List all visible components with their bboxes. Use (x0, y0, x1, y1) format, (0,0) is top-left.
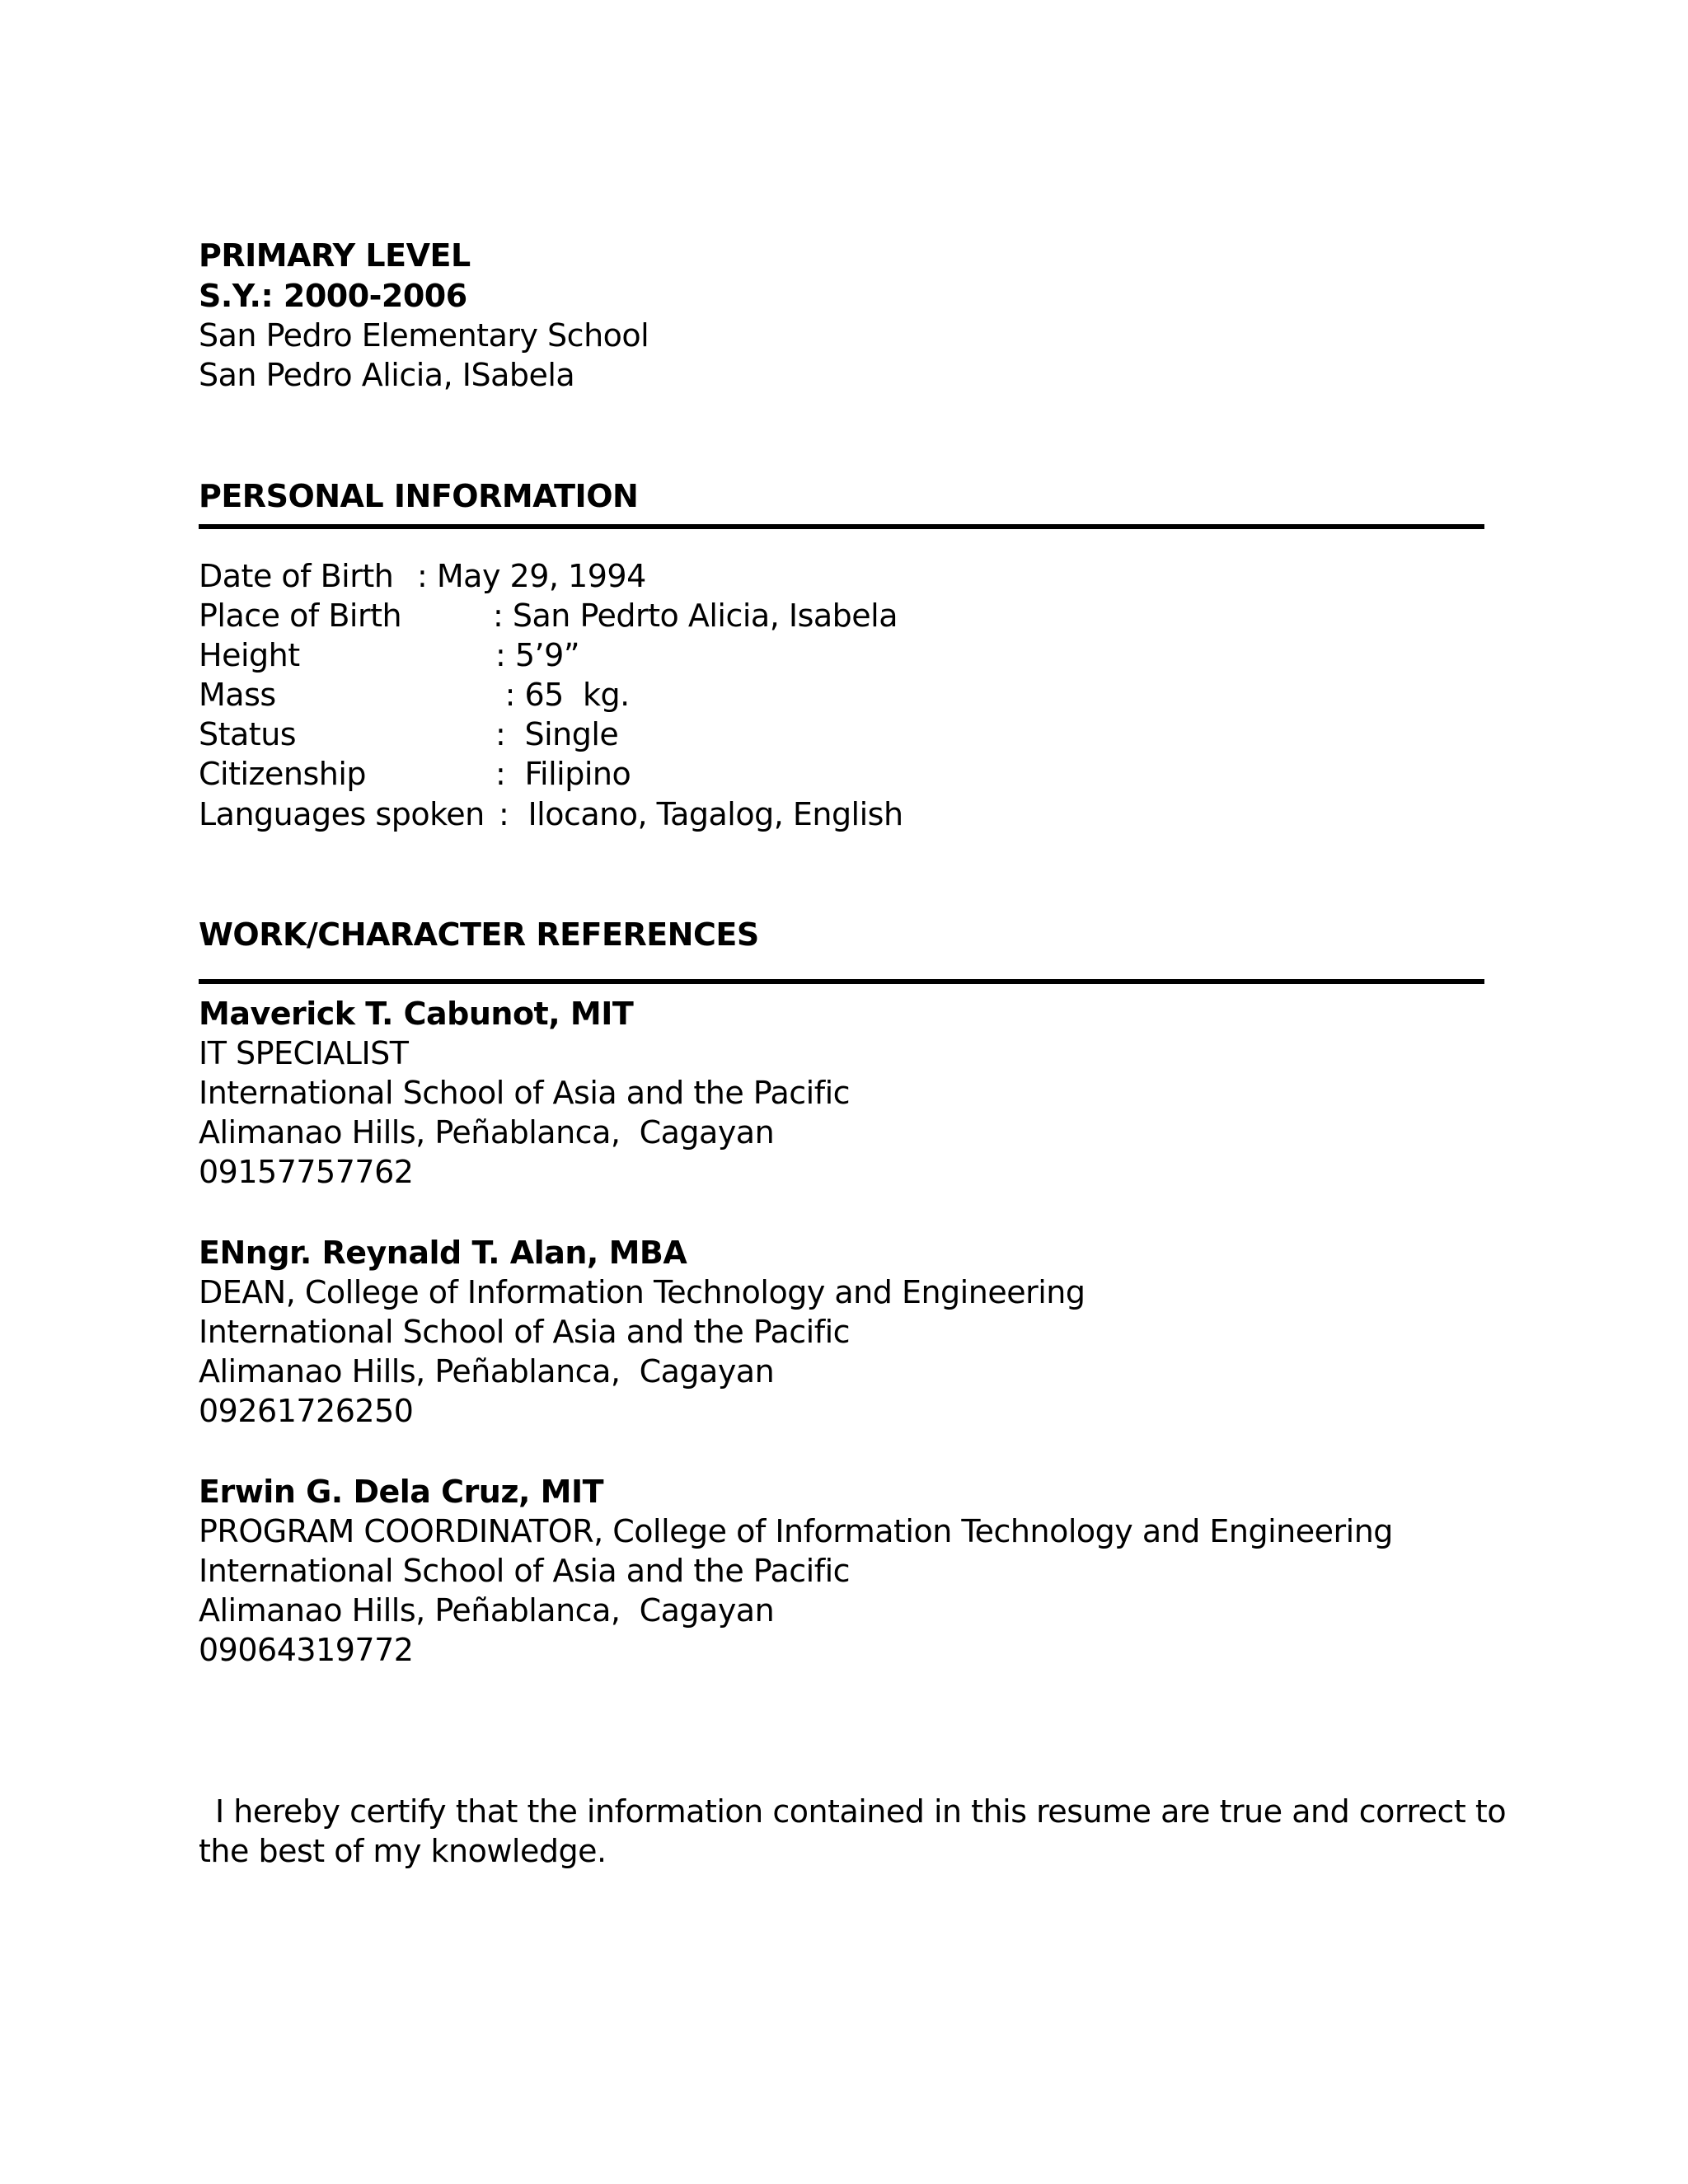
reference-2-phone: 09261726250 (199, 1393, 414, 1429)
reference-3-phone: 09064319772 (199, 1632, 414, 1668)
mass-value: : 65 kg. (495, 677, 630, 713)
height-value: : 5’9” (495, 637, 580, 673)
primary-school-year: S.Y.: 2000-2006 (199, 278, 467, 314)
references-divider (199, 979, 1484, 984)
reference-3-name: Erwin G. Dela Cruz, MIT (199, 1474, 604, 1510)
resume-page (199, 0, 1507, 2184)
birthplace-value: : San Pedrto Alicia, Isabela (493, 598, 898, 634)
reference-2-institution: International School of Asia and the Pacific (199, 1314, 851, 1350)
reference-1-institution: International School of Asia and the Pacific (199, 1075, 851, 1111)
reference-1-address: Alimanao Hills, Peñablanca, Cagayan (199, 1114, 775, 1151)
dob-label: Date of Birth (199, 558, 394, 594)
citizenship-label: Citizenship (199, 756, 367, 792)
personal-info-heading: PERSONAL INFORMATION (199, 478, 639, 514)
certification-line-2: the best of my knowledge. (199, 1833, 607, 1869)
reference-2-name: ENngr. Reynald T. Alan, MBA (199, 1235, 687, 1271)
status-value: : Single (495, 716, 619, 752)
primary-level-heading: PRIMARY LEVEL (199, 237, 471, 274)
height-label: Height (199, 637, 300, 673)
dob-value: : May 29, 1994 (417, 558, 646, 594)
reference-1-title: IT SPECIALIST (199, 1035, 409, 1071)
personal-info-divider (199, 524, 1484, 529)
reference-3-institution: International School of Asia and the Pacific (199, 1553, 851, 1589)
reference-3-address: Alimanao Hills, Peñablanca, Cagayan (199, 1592, 775, 1629)
reference-3-title: PROGRAM COORDINATOR, College of Information Technology and Engineering (199, 1513, 1393, 1549)
reference-1-name: Maverick T. Cabunot, MIT (199, 996, 634, 1032)
reference-2-title: DEAN, College of Information Technology and Engineering (199, 1274, 1085, 1310)
primary-school-name: San Pedro Elementary School (199, 317, 649, 354)
references-heading: WORK/CHARACTER REFERENCES (199, 916, 759, 953)
reference-2-address: Alimanao Hills, Peñablanca, Cagayan (199, 1353, 775, 1390)
citizenship-value: : Filipino (495, 756, 631, 792)
languages-label: Languages spoken (199, 796, 485, 832)
primary-school-address: San Pedro Alicia, ISabela (199, 357, 575, 393)
certification-line-1: I hereby certify that the information contained in this resume are true and correct to (215, 1793, 1507, 1830)
status-label: Status (199, 716, 297, 752)
reference-1-phone: 09157757762 (199, 1154, 414, 1190)
mass-label: Mass (199, 677, 276, 713)
languages-value: : Ilocano, Tagalog, English (499, 796, 903, 832)
birthplace-label: Place of Birth (199, 598, 402, 634)
